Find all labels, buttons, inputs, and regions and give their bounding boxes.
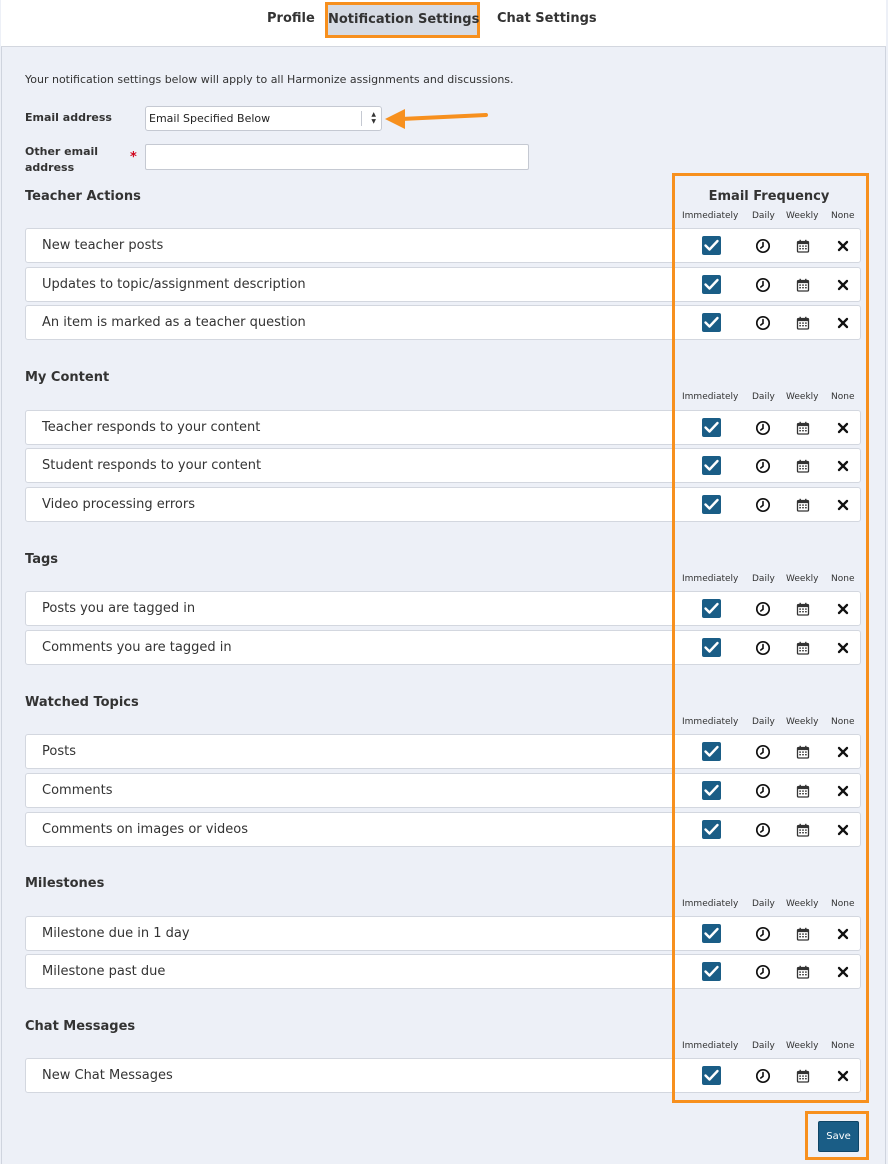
notification-row — [25, 591, 861, 626]
column-header-daily: Daily — [752, 392, 775, 402]
none-x-icon[interactable] — [835, 601, 851, 617]
immediately-checkbox-checked-icon[interactable] — [702, 962, 721, 981]
none-x-icon[interactable] — [835, 822, 851, 838]
notification-label: Comments — [42, 783, 113, 798]
column-header-weekly: Weekly — [786, 717, 819, 727]
daily-clock-icon[interactable] — [755, 497, 771, 513]
column-header-none: None — [831, 392, 855, 402]
email-address-selected-value: Email Specified Below — [149, 112, 271, 125]
none-x-icon[interactable] — [835, 1068, 851, 1084]
none-x-icon[interactable] — [835, 926, 851, 942]
notification-row — [25, 228, 861, 263]
immediately-checkbox-checked-icon[interactable] — [702, 742, 721, 761]
column-header-immediately: Immediately — [682, 574, 739, 584]
notification-row — [25, 630, 861, 665]
notification-label: New Chat Messages — [42, 1068, 173, 1083]
immediately-checkbox-checked-icon[interactable] — [702, 638, 721, 657]
notification-label: New teacher posts — [42, 238, 164, 253]
column-header-immediately: Immediately — [682, 211, 739, 221]
notification-row — [25, 305, 861, 340]
notification-label: Posts you are tagged in — [42, 601, 196, 616]
notification-row — [25, 1058, 861, 1093]
notification-row — [25, 954, 861, 989]
column-header-weekly: Weekly — [786, 899, 819, 909]
tab-chat-settings[interactable]: Chat Settings — [497, 11, 597, 26]
column-header-daily: Daily — [752, 211, 775, 221]
email-address-label: Email address — [25, 111, 112, 124]
immediately-checkbox-checked-icon[interactable] — [702, 236, 721, 255]
weekly-calendar-icon[interactable] — [795, 601, 811, 617]
daily-clock-icon[interactable] — [755, 277, 771, 293]
email-frequency-title: Email Frequency — [708, 189, 830, 204]
none-x-icon[interactable] — [835, 315, 851, 331]
immediately-checkbox-checked-icon[interactable] — [702, 313, 721, 332]
section-title: Teacher Actions — [25, 189, 141, 204]
notification-row — [25, 487, 861, 522]
section-title: Chat Messages — [25, 1019, 136, 1034]
notification-label: Teacher responds to your content — [42, 420, 261, 435]
section-title: Watched Topics — [25, 695, 139, 710]
none-x-icon[interactable] — [835, 964, 851, 980]
daily-clock-icon[interactable] — [755, 822, 771, 838]
none-x-icon[interactable] — [835, 640, 851, 656]
column-header-daily: Daily — [752, 1041, 775, 1051]
weekly-calendar-icon[interactable] — [795, 964, 811, 980]
notification-label: Comments you are tagged in — [42, 640, 232, 655]
notification-row — [25, 916, 861, 951]
none-x-icon[interactable] — [835, 497, 851, 513]
notification-label: Comments on images or videos — [42, 822, 249, 837]
notification-label: Milestone past due — [42, 964, 166, 979]
daily-clock-icon[interactable] — [755, 458, 771, 474]
notification-row — [25, 448, 861, 483]
weekly-calendar-icon[interactable] — [795, 744, 811, 760]
column-header-weekly: Weekly — [786, 1041, 819, 1051]
weekly-calendar-icon[interactable] — [795, 238, 811, 254]
column-header-weekly: Weekly — [786, 392, 819, 402]
section-title: My Content — [25, 370, 110, 385]
daily-clock-icon[interactable] — [755, 744, 771, 760]
notification-label: Milestone due in 1 day — [42, 926, 190, 941]
section-title: Milestones — [25, 876, 105, 891]
tab-profile[interactable]: Profile — [267, 11, 315, 26]
select-arrows-icon: ▲ ▼ — [371, 111, 376, 125]
daily-clock-icon[interactable] — [755, 601, 771, 617]
daily-clock-icon[interactable] — [755, 640, 771, 656]
weekly-calendar-icon[interactable] — [795, 420, 811, 436]
weekly-calendar-icon[interactable] — [795, 926, 811, 942]
column-header-immediately: Immediately — [682, 899, 739, 909]
column-header-weekly: Weekly — [786, 574, 819, 584]
callout-arrow-icon — [383, 105, 489, 131]
weekly-calendar-icon[interactable] — [795, 315, 811, 331]
column-header-none: None — [831, 1041, 855, 1051]
column-header-daily: Daily — [752, 717, 775, 727]
immediately-checkbox-checked-icon[interactable] — [702, 781, 721, 800]
daily-clock-icon[interactable] — [755, 783, 771, 799]
none-x-icon[interactable] — [835, 744, 851, 760]
email-address-select[interactable] — [145, 106, 382, 131]
immediately-checkbox-checked-icon[interactable] — [702, 820, 721, 839]
column-header-weekly: Weekly — [786, 211, 819, 221]
weekly-calendar-icon[interactable] — [795, 497, 811, 513]
none-x-icon[interactable] — [835, 420, 851, 436]
none-x-icon[interactable] — [835, 277, 851, 293]
column-header-immediately: Immediately — [682, 392, 739, 402]
column-header-daily: Daily — [752, 899, 775, 909]
intro-text: Your notification settings below will apply to all Harmonize assignments and discussions. — [25, 73, 514, 86]
weekly-calendar-icon[interactable] — [795, 640, 811, 656]
daily-clock-icon[interactable] — [755, 315, 771, 331]
notification-label: Student responds to your content — [42, 458, 262, 473]
weekly-calendar-icon[interactable] — [795, 783, 811, 799]
daily-clock-icon[interactable] — [755, 926, 771, 942]
column-header-immediately: Immediately — [682, 717, 739, 727]
immediately-checkbox-checked-icon[interactable] — [702, 599, 721, 618]
notification-row — [25, 812, 861, 847]
select-divider — [361, 111, 362, 126]
immediately-checkbox-checked-icon[interactable] — [702, 456, 721, 475]
column-header-none: None — [831, 211, 855, 221]
column-header-none: None — [831, 717, 855, 727]
daily-clock-icon[interactable] — [755, 420, 771, 436]
notification-row — [25, 773, 861, 808]
column-header-none: None — [831, 574, 855, 584]
notification-label: An item is marked as a teacher question — [42, 315, 306, 330]
weekly-calendar-icon[interactable] — [795, 277, 811, 293]
tab-notification-settings[interactable]: Notification Settings — [325, 2, 480, 38]
notification-label: Updates to topic/assignment description — [42, 277, 306, 292]
immediately-checkbox-checked-icon[interactable] — [702, 418, 721, 437]
notification-row — [25, 267, 861, 302]
weekly-calendar-icon[interactable] — [795, 458, 811, 474]
none-x-icon[interactable] — [835, 783, 851, 799]
notification-label: Video processing errors — [42, 497, 195, 512]
daily-clock-icon[interactable] — [755, 1068, 771, 1084]
save-button[interactable]: Save — [818, 1121, 859, 1152]
other-email-input[interactable] — [145, 144, 529, 170]
immediately-checkbox-checked-icon[interactable] — [702, 924, 721, 943]
daily-clock-icon[interactable] — [755, 238, 771, 254]
weekly-calendar-icon[interactable] — [795, 822, 811, 838]
other-email-label: Other email address — [25, 145, 99, 174]
notification-row — [25, 410, 861, 445]
none-x-icon[interactable] — [835, 238, 851, 254]
none-x-icon[interactable] — [835, 458, 851, 474]
immediately-checkbox-checked-icon[interactable] — [702, 1066, 721, 1085]
immediately-checkbox-checked-icon[interactable] — [702, 275, 721, 294]
immediately-checkbox-checked-icon[interactable] — [702, 495, 721, 514]
required-marker: * — [130, 150, 137, 165]
column-header-immediately: Immediately — [682, 1041, 739, 1051]
notification-row — [25, 734, 861, 769]
column-header-none: None — [831, 899, 855, 909]
column-header-daily: Daily — [752, 574, 775, 584]
weekly-calendar-icon[interactable] — [795, 1068, 811, 1084]
section-title: Tags — [25, 552, 59, 567]
notification-label: Posts — [42, 744, 76, 759]
daily-clock-icon[interactable] — [755, 964, 771, 980]
